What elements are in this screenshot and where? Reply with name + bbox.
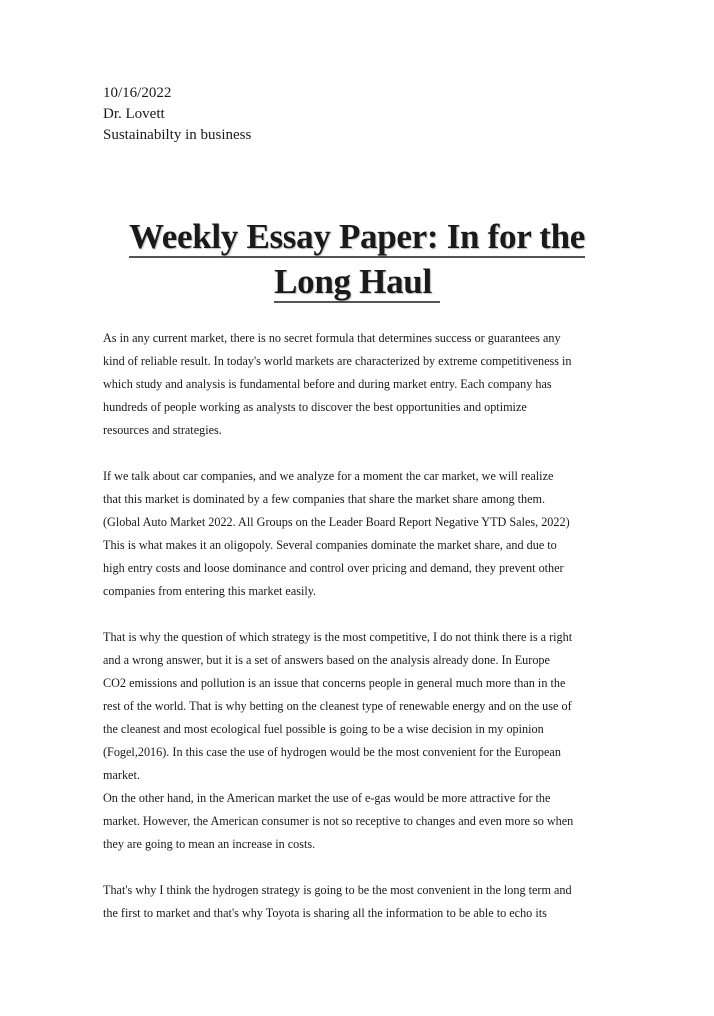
text-line: and a wrong answer, but it is a set of answers based on the analysis already done. In Europe (103, 653, 550, 667)
text-line: rest of the world. That is why betting on the cleanest type of renewable energy and on the use of (103, 699, 572, 713)
text-line: This is what makes it an oligopoly. Several companies dominate the market share, and due to (103, 538, 557, 552)
title-line-1: Weekly Essay Paper: In for the (128, 217, 586, 256)
text-line: hundreds of people working as analysts to discover the best opportunities and optimize (103, 400, 527, 414)
text-line: CO2 emissions and pollution is an issue that concerns people in general much more than in the (103, 676, 566, 690)
text-line: they are going to mean an increase in costs. (103, 837, 316, 851)
date-line: 10/16/2022 (103, 85, 172, 101)
instructor-line: Dr. Lovett (103, 106, 165, 122)
text-line: the cleanest and most ecological fuel possible is going to be a wise decision in my opinion (103, 722, 544, 736)
text-line: market. However, the American consumer is not so receptive to changes and even more so when (103, 814, 574, 828)
text-line: That's why I think the hydrogen strategy is going to be the most convenient in the long term and (103, 883, 572, 897)
text-line: that this market is dominated by a few companies that share the market share among them. (103, 492, 545, 506)
text-line: (Global Auto Market 2022. All Groups on the Leader Board Report Negative YTD Sales, 2022) (103, 515, 570, 529)
text-line: As in any current market, there is no secret formula that determines success or guarantees any (103, 331, 561, 345)
paragraph-3 (103, 626, 618, 856)
paragraph-2 (103, 465, 618, 603)
text-line: which study and analysis is fundamental before and during market entry. Each company has (103, 377, 552, 391)
course-line: Sustainabilty in business (103, 127, 252, 143)
text-line: high entry costs and loose dominance and control over pricing and demand, they prevent other (103, 561, 564, 575)
text-line: resources and strategies. (103, 423, 222, 437)
text-line: companies from entering this market easily. (103, 584, 317, 598)
paragraph-1 (103, 327, 618, 442)
title-line-2: Long Haul (274, 263, 440, 303)
text-line: That is why the question of which strategy is the most competitive, I do not think there is a right (103, 630, 573, 644)
essay-body (103, 327, 618, 925)
text-line: (Fogel,2016). In this case the use of hydrogen would be the most convenient for the European (103, 745, 561, 759)
text-line: kind of reliable result. In today's world markets are characterized by extreme competitiveness in (103, 354, 572, 368)
text-line: the first to market and that's why Toyota is sharing all the information to be able to echo its (103, 906, 547, 920)
text-line: market. (103, 768, 140, 782)
text-line: On the other hand, in the American market the use of e-gas would be more attractive for the (103, 791, 551, 805)
paragraph-4 (103, 879, 618, 925)
document-title (100, 214, 614, 304)
document-header (103, 83, 251, 146)
text-line: If we talk about car companies, and we analyze for a moment the car market, we will realize (103, 469, 554, 483)
